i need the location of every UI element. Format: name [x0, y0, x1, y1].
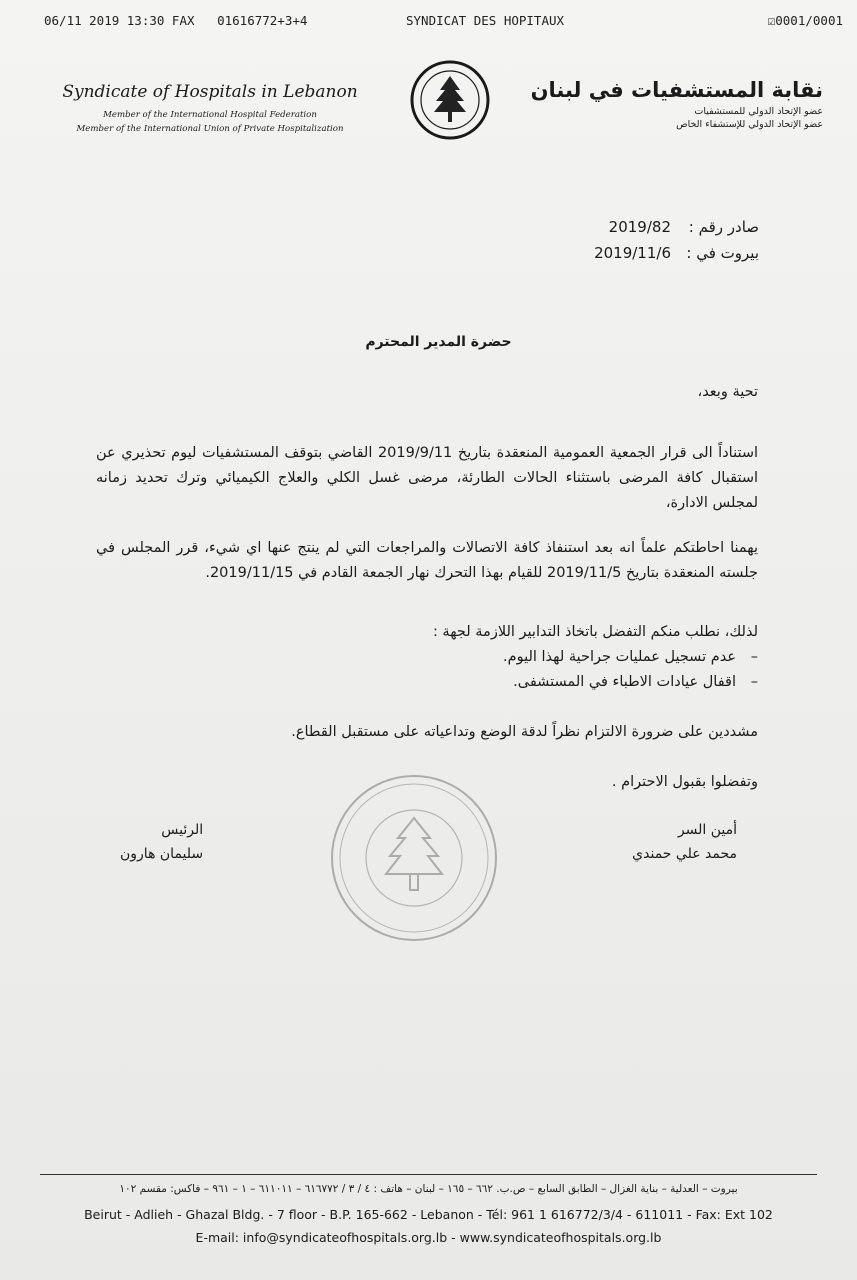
membership-english — [40, 108, 380, 136]
reference-number-row — [594, 214, 759, 240]
secretary-name: محمد علي حمندي — [632, 846, 737, 862]
membership-iuph: Member of the International Union of Private Hospitalization — [76, 124, 344, 134]
list-item — [96, 670, 758, 695]
request-intro: لذلك، نطلب منكم التفضل باتخاذ التدابير اللازمة لجهة : — [432, 624, 758, 640]
dash-icon: – — [750, 649, 758, 665]
reference-number-value: 2019/82 — [608, 218, 671, 236]
footer-contact: E-mail: info@syndicateofhospitals.org.lb - www.syndicateofhospitals.org.lb — [195, 1230, 662, 1245]
paragraph-decision: يهمنا احاطتكم علماً انه بعد استنفاذ كافة الاتصالات والمراجعات التي لم ينتج عنها اي شيء، قرر المجلس في جلسته المنعقدة بتاريخ 2019/11/5 للقيام بهذا التحرك نهار الجمعة القادم في 2019/11/15. — [96, 539, 758, 581]
request-section — [96, 620, 758, 695]
reference-date-label: بيروت في : — [686, 244, 759, 262]
signature-president — [120, 818, 203, 866]
membership-ihf: Member of the International Hospital Federation — [103, 110, 317, 120]
paragraph-resolution: استناداً الى قرار الجمعية العمومية المنعقدة بتاريخ 2019/9/11 القاضي بتوقف المستشفيات ليوم تحذيري عن استقبال كافة المرضى باستثناء الحالات الطارئة، مرضى غسل الكلي والعلاج الكيميائي وترك تحديد زمانه لمجلس الادارة، — [96, 444, 758, 511]
fax-datetime-text: 06/11 2019 13:30 FAX — [44, 13, 195, 28]
footer-address-arabic: بيروت – العدلية – بناية الغزال – الطابق السابع – ص.ب. ٦٦٢ – ١٦٥ – لبنان – هاتف : ٤ / ٣ / ٦١٦٧٧٢ – ٦١١٠١١ – ١ – ٩٦١ – فاكس: مقسم ١٠٢ — [119, 1183, 738, 1195]
membership-ar-1: عضو الإتحاد الدولي للمستشفيات — [694, 106, 823, 117]
president-title: الرئيس — [161, 822, 204, 838]
reference-date-row — [594, 240, 759, 266]
dash-icon: – — [750, 674, 758, 690]
secretary-title: أمين السر — [677, 822, 737, 838]
emphasis-line: مشددين على ضرورة الالتزام نظراً لدقة الوضع وتداعياته على مستقبل القطاع. — [291, 724, 758, 740]
list-item — [96, 645, 758, 670]
membership-arabic — [493, 105, 823, 131]
org-name-english: Syndicate of Hospitals in Lebanon — [62, 82, 358, 102]
greeting: تحية وبعد، — [697, 384, 758, 400]
fax-page-count: ☑0001/0001 — [767, 13, 843, 28]
footer-address-english: Beirut - Adlieh - Ghazal Bldg. - 7 floor - B.P. 165-662 - Lebanon - Tél: 961 1 616772/3/4 - 611011 - Fax: Ext 102 — [84, 1207, 773, 1222]
addressee: حضرة المدير المحترم — [365, 334, 512, 350]
signature-secretary — [632, 818, 737, 866]
request-item-text: اقفال عيادات الاطباء في المستشفى. — [513, 674, 736, 690]
request-item-text: عدم تسجيل عمليات جراحية لهذا اليوم. — [503, 649, 736, 665]
org-name-arabic: نقابة المستشفيات في لبنان — [530, 78, 823, 102]
cedar-stamp-icon — [328, 772, 500, 944]
footer-divider — [40, 1174, 817, 1175]
cedar-seal-icon — [410, 60, 490, 140]
fax-header — [0, 13, 857, 31]
request-list — [96, 645, 758, 695]
membership-ar-2: عضو الإتحاد الدولي للإستشفاء الخاص — [676, 119, 823, 130]
president-name: سليمان هارون — [120, 846, 204, 862]
letterhead-arabic — [493, 78, 823, 131]
fax-number: 01616772+3+4 — [217, 13, 308, 28]
reference-number-label: صادر رقم : — [688, 218, 759, 236]
fax-datetime — [44, 13, 307, 28]
closing-line: وتفضلوا بقبول الاحترام . — [611, 774, 758, 790]
fax-sender: SYNDICAT DES HOPITAUX — [406, 13, 565, 28]
letterhead-english — [40, 82, 380, 136]
letter-reference — [594, 214, 759, 266]
reference-date-value: 2019/11/6 — [594, 244, 671, 262]
